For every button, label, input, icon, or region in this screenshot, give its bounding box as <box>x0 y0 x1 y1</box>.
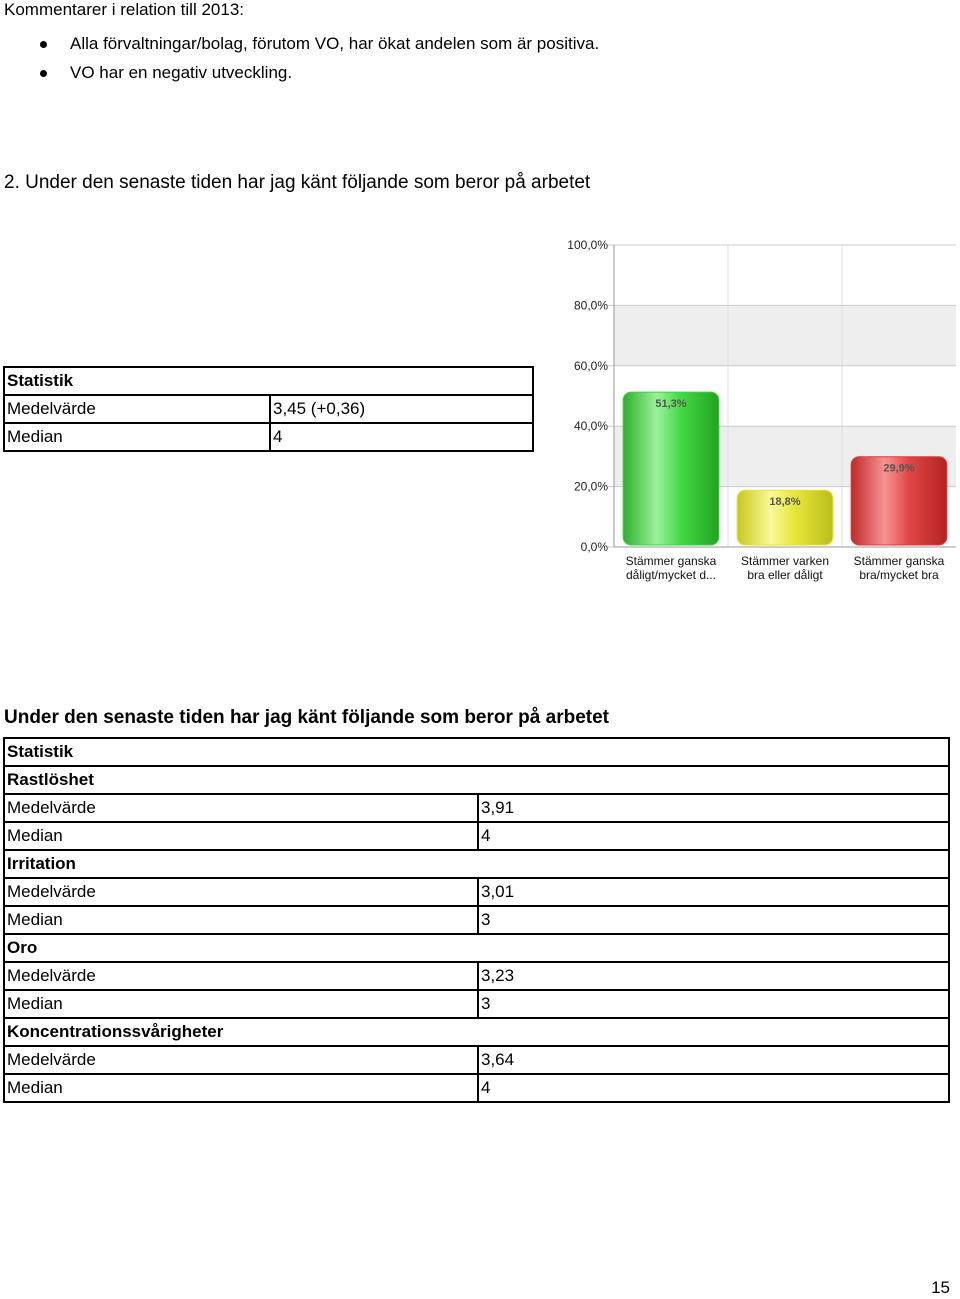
median-value: 3 <box>478 990 949 1018</box>
category-label: Stämmer ganska <box>625 554 717 568</box>
table-row <box>4 1074 949 1102</box>
comment-item <box>40 58 599 87</box>
detail-table <box>3 737 950 1103</box>
mean-value: 3,23 <box>478 962 949 990</box>
bullet-icon <box>40 70 47 77</box>
bar-chart <box>558 232 958 592</box>
y-tick-label: 60,0% <box>573 358 608 373</box>
category-label: Stämmer ganska <box>853 554 945 568</box>
mean-label: Medelvärde <box>4 878 478 906</box>
median-label: Median <box>4 1074 478 1102</box>
table-row <box>4 822 949 850</box>
mean-value: 3,64 <box>478 1046 949 1074</box>
category-label: bra eller dåligt <box>747 568 823 582</box>
comment-item <box>40 29 599 58</box>
median-value: 4 <box>478 822 949 850</box>
table-row <box>4 1018 949 1046</box>
group-name: Koncentrationssvårigheter <box>4 1018 949 1046</box>
median-value: 4 <box>270 423 533 451</box>
table-header: Statistik <box>4 367 533 395</box>
table-row <box>4 367 533 395</box>
table-row <box>4 934 949 962</box>
table-row <box>4 738 949 766</box>
category-label: dåligt/mycket d... <box>625 568 717 582</box>
mean-label: Medelvärde <box>4 794 478 822</box>
detail-title: Under den senaste tiden har jag känt följande som beror på arbetet <box>4 707 609 728</box>
table-row <box>4 395 533 423</box>
bullet-icon <box>40 41 47 48</box>
table-row <box>4 850 949 878</box>
group-name: Rastlöshet <box>4 766 949 794</box>
comments-title: Kommentarer i relation till 2013: <box>4 0 245 19</box>
question-heading: 2. Under den senaste tiden har jag känt följande som beror på arbetet <box>4 172 591 193</box>
mean-value: 3,01 <box>478 878 949 906</box>
table-row <box>4 878 949 906</box>
grid-band <box>614 305 956 365</box>
median-label: Median <box>4 822 478 850</box>
median-value: 3 <box>478 906 949 934</box>
mean-label: Medelvärde <box>4 962 478 990</box>
mean-label: Medelvärde <box>4 395 270 423</box>
table-row <box>4 794 949 822</box>
table-row <box>4 1046 949 1074</box>
y-tick-label: 0,0% <box>580 540 608 554</box>
category-label: bra/mycket bra <box>859 568 939 582</box>
table-row <box>4 962 949 990</box>
bar-value-label: 18,8% <box>769 496 801 509</box>
median-label: Median <box>4 990 478 1018</box>
table-row <box>4 423 533 451</box>
page-number: 15 <box>931 1278 950 1297</box>
bar-chart-svg <box>558 232 958 592</box>
bar-value-label: 29,9% <box>883 462 915 475</box>
comment-list <box>40 29 599 87</box>
bar-value-label: 51,3% <box>655 398 687 411</box>
group-name: Oro <box>4 934 949 962</box>
category-label: Stämmer varken <box>740 554 830 568</box>
median-label: Median <box>4 906 478 934</box>
y-tick-label: 20,0% <box>573 479 608 494</box>
y-tick-label: 40,0% <box>573 419 608 434</box>
median-value: 4 <box>478 1074 949 1102</box>
table-row <box>4 906 949 934</box>
comment-text: Alla förvaltningar/bolag, förutom VO, har ökat andelen som är positiva. <box>70 34 600 53</box>
summary-table <box>3 366 534 452</box>
bar <box>623 392 719 545</box>
y-tick-label: 80,0% <box>573 298 608 313</box>
y-tick-label: 100,0% <box>567 238 608 252</box>
table-header: Statistik <box>4 738 949 766</box>
comment-text: VO har en negativ utveckling. <box>70 63 293 82</box>
mean-label: Medelvärde <box>4 1046 478 1074</box>
grid-band <box>614 245 956 305</box>
median-label: Median <box>4 423 270 451</box>
mean-value: 3,91 <box>478 794 949 822</box>
group-name: Irritation <box>4 850 949 878</box>
table-row <box>4 766 949 794</box>
table-row <box>4 990 949 1018</box>
mean-value: 3,45 (+0,36) <box>270 395 533 423</box>
